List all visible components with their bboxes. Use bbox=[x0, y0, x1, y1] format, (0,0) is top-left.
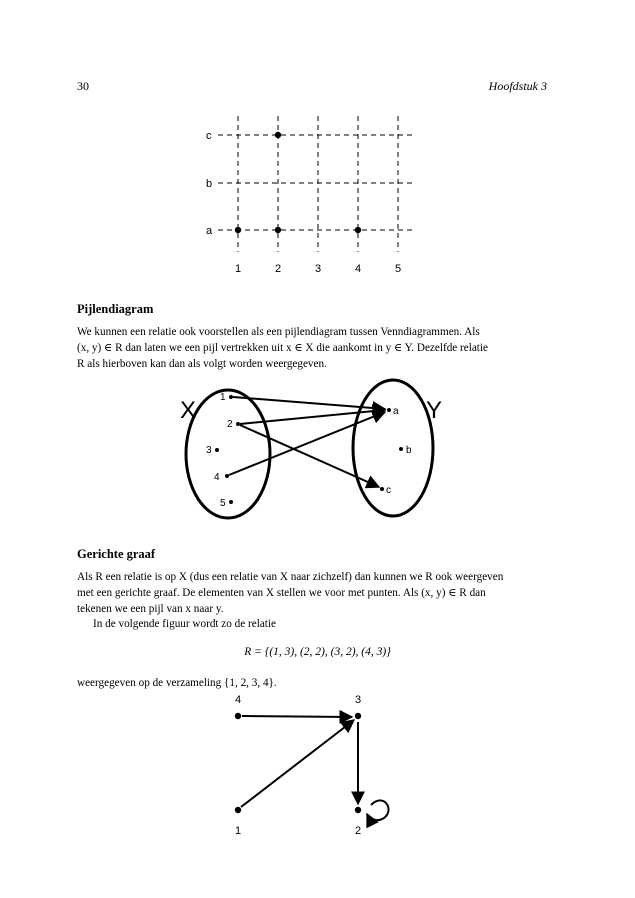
x-element-4: 4 bbox=[214, 472, 220, 483]
grid-xlabel-5: 5 bbox=[394, 263, 402, 275]
section-heading-pijlendiagram: Pijlendiagram bbox=[77, 302, 154, 316]
grid-ylabel-c: c bbox=[206, 130, 212, 142]
node-label-3: 3 bbox=[354, 694, 362, 706]
node-3 bbox=[355, 713, 361, 719]
grid-ylabel-a: a bbox=[206, 225, 213, 237]
node-label-1: 1 bbox=[234, 825, 242, 837]
grid-ylabel-b: b bbox=[206, 178, 213, 190]
node-2 bbox=[355, 807, 361, 813]
grid-xlabel-2: 2 bbox=[274, 263, 282, 275]
set-y-label: Y bbox=[426, 397, 443, 424]
relation-formula: R = {(1, 3), (2, 2), (3, 2), (4, 3)} bbox=[244, 646, 391, 658]
text-line: We kunnen een relatie ook voorstellen als een pijlendiagram tussen Venndiagrammen. Als bbox=[77, 326, 480, 338]
edge-1-3 bbox=[241, 720, 354, 807]
x-element-2: 2 bbox=[227, 419, 233, 430]
x-element-1: 1 bbox=[220, 392, 226, 403]
section-heading-gerichte-graaf: Gerichte graaf bbox=[77, 547, 156, 561]
text-line: weergegeven op de verzameling {1, 2, 3, 4}. bbox=[77, 677, 277, 689]
text-line: Als R een relatie is op X (dus een relatie van X naar zichzelf) dan kunnen we R ook weergeven bbox=[77, 571, 504, 583]
node-label-2: 2 bbox=[354, 825, 362, 837]
x-element-3: 3 bbox=[206, 445, 212, 456]
node-4 bbox=[235, 713, 241, 719]
chapter-title: Hoofdstuk 3 bbox=[488, 79, 547, 93]
edge-2-2-loop bbox=[367, 800, 389, 820]
text-line: R als hierboven kan dan als volgt worden weergegeven. bbox=[77, 357, 327, 370]
text-line-indented: In de volgende figuur wordt zo de relatie bbox=[93, 618, 276, 631]
grid-xlabel-1: 1 bbox=[234, 263, 242, 275]
page-number: 30 bbox=[77, 79, 89, 93]
set-x-label: X bbox=[180, 397, 197, 424]
edge-4-3 bbox=[242, 716, 352, 717]
grid-xlabel-4: 4 bbox=[354, 263, 362, 275]
y-element-b: b bbox=[406, 445, 412, 456]
y-element-c: c bbox=[386, 485, 391, 496]
text-line: tekenen we een pijl van x naar y. bbox=[77, 602, 224, 615]
text-line: met een gerichte graaf. De elementen van X stellen we voor met punten. Als (x, y) ∈ R dan bbox=[77, 586, 486, 599]
x-element-5: 5 bbox=[220, 498, 226, 509]
grid-xlabel-3: 3 bbox=[314, 263, 322, 275]
node-label-4: 4 bbox=[234, 694, 242, 706]
y-element-a: a bbox=[393, 406, 399, 417]
node-1 bbox=[235, 807, 241, 813]
text-line: (x, y) ∈ R dan laten we een pijl vertrekken uit x ∈ X die aankomt in y ∈ Y. Dezelfde relatie bbox=[77, 341, 488, 354]
